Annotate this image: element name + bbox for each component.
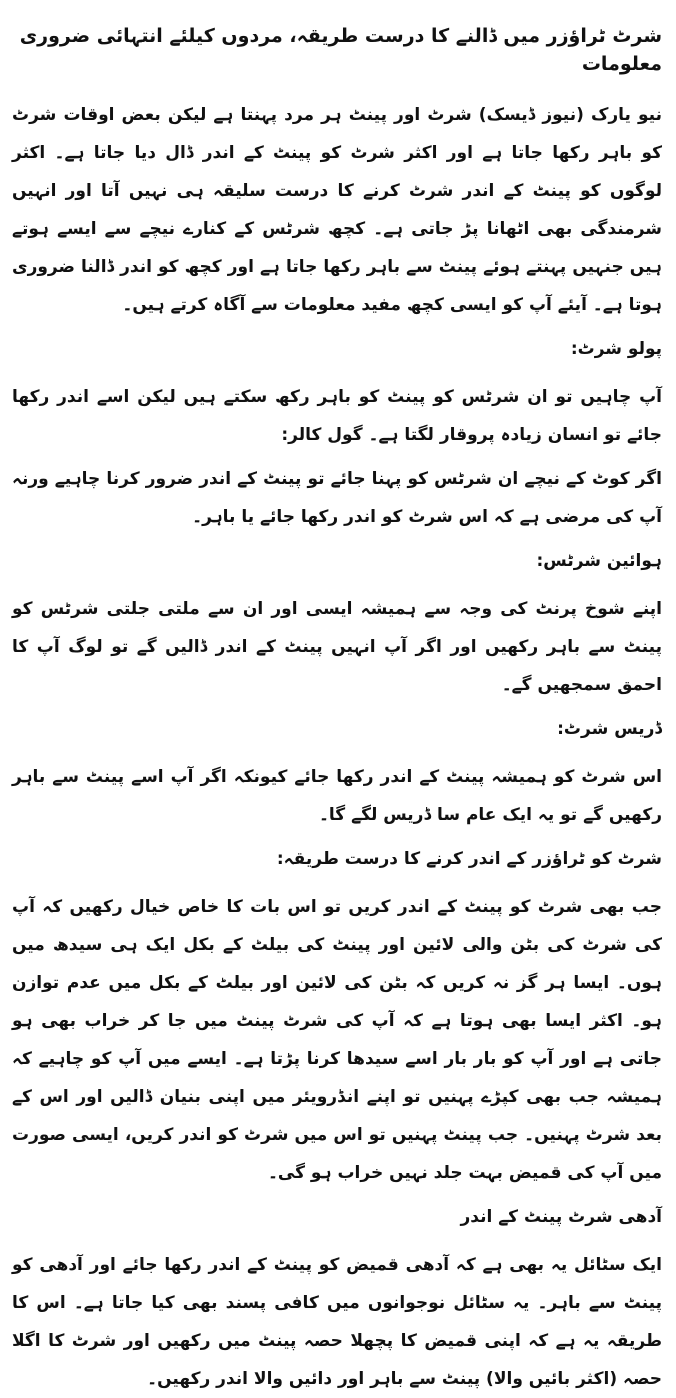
section-paragraph: آپ چاہیں تو ان شرٹس کو پینٹ کو باہر رکھ سکتے ہیں لیکن اسے اندر رکھا جائے تو انسان زیادہ پروقار لگتا ہے۔ گول کالر:: [12, 387, 662, 445]
section-heading-dress-shirt: ڈریس شرٹ:: [557, 719, 662, 739]
section-paragraph: جب بھی شرٹ کو پینٹ کے اندر کریں تو اس بات کا خاص خیال رکھیں کہ آپ کی شرٹ کی بٹن والی لائین اور پینٹ کی بیلٹ کے بکل ایک ہی سیدھ میں ہوں۔ ایسا ہر گز نہ کریں کہ بٹن کی لائین اور بیلٹ کے بکل میں عدم توازن ہو۔ اکثر ایسا بھی ہوتا ہے کہ آپ کی شرٹ پینٹ میں جا کر خراب بھی ہو جاتی ہے اور آپ کو بار بار اسے سیدھا کرنا پڑتا ہے۔ ایسے میں آپ کو چاہیے کہ ہمیشہ جب بھی کپڑے پہنیں تو اپنے انڈرویئر میں اپنی بنیان ڈالیں اور اس کے بعد شرٹ پہنیں۔ جب پینٹ پہنیں تو اس میں شرٹ کو اندر کریں، ایسی صورت میں آپ کی قمیض بہت جلد نہیں خراب ہو گی۔: [12, 897, 662, 1183]
section-paragraph: ایک سٹائل یہ بھی ہے کہ آدھی قمیض کو پینٹ کے اندر رکھا جائے اور آدھی کو پینٹ سے باہر۔ یہ سٹائل نوجوانوں میں کافی پسند بھی کیا جاتا ہے۔ اس کا طریقہ یہ ہے کہ اپنی قمیض کا پچھلا حصہ پینٹ میں رکھیں اور شرٹ کا اگلا حصہ (اکثر بائیں والا) پینٹ سے باہر اور دائیں والا اندر رکھیں۔: [12, 1255, 662, 1389]
section-heading-half-tuck: آدھی شرٹ پینٹ کے اندر: [460, 1207, 662, 1227]
section-paragraph: اگر کوٹ کے نیچے ان شرٹس کو پہنا جائے تو پینٹ کے اندر ضرور کرنا چاہیے ورنہ آپ کی مرضی ہے کہ اس شرٹ کو اندر رکھا جائے یا باہر۔: [12, 469, 662, 527]
section-heading-hawaiian: ہوائین شرٹس:: [536, 551, 662, 571]
article-title: شرٹ ٹراؤزر میں ڈالنے کا درست طریقہ، مردوں کیلئے انتہائی ضروری معلومات: [19, 25, 662, 75]
section-heading-tuck-method: شرٹ کو ٹراؤزر کے اندر کرنے کا درست طریقہ:: [276, 849, 662, 869]
section-heading-polo: پولو شرٹ:: [570, 339, 662, 359]
section-paragraph: اپنے شوخ پرنٹ کی وجہ سے ہمیشہ ایسی اور ان سے ملتی جلتی شرٹس کو پینٹ سے باہر رکھیں اور اگر آپ انہیں پینٹ کے اندر ڈالیں گے تو لوگ آپ کا احمق سمجھیں گے۔: [12, 599, 662, 695]
section-paragraph: اس شرٹ کو ہمیشہ پینٹ کے اندر رکھا جائے کیونکہ اگر آپ اسے پینٹ سے باہر رکھیں گے تو یہ ایک عام سا ڈریس لگے گا۔: [12, 767, 662, 825]
intro-paragraph: نیو یارک (نیوز ڈیسک) شرٹ اور پینٹ ہر مرد پہنتا ہے لیکن بعض اوقات شرٹ کو باہر رکھا جاتا ہے اور اکثر شرٹ کو پینٹ کے اندر ڈال دیا جاتا ہے۔ اکثر لوگوں کو پینٹ کے اندر شرٹ کرنے کا درست سلیقہ ہی نہیں آتا اور انہیں شرمندگی بھی اٹھانا پڑ جاتی ہے۔ کچھ شرٹس کے کنارے نیچے سے ایسے ہوتے ہیں جنہیں پہنتے ہوئے پینٹ سے باہر رکھا جاتا ہے اور کچھ کو اندر ڈالنا ضروری ہوتا ہے۔ آیئے آپ کو ایسی کچھ مفید معلومات سے آگاہ کرتے ہیں۔: [12, 105, 662, 315]
